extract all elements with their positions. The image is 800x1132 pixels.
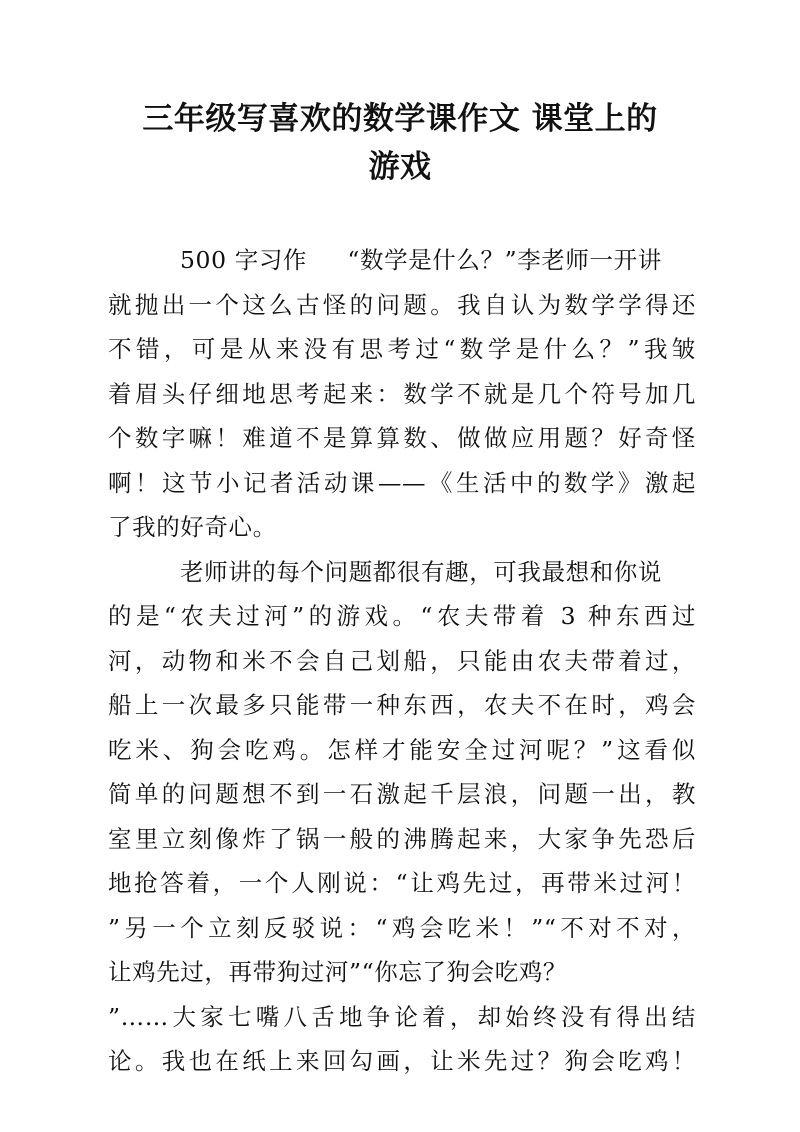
paragraph-2-line-8: 地抢答着，一个人刚说：“让鸡先过，再带米过河！	[108, 869, 696, 897]
paragraph-1-line-1: 500 字习作 “数学是什么？”李老师一开讲	[180, 246, 662, 274]
paragraph-2-line-6: 简单的问题想不到一石激起千层浪，问题一出，教	[108, 780, 696, 808]
paragraph-2-line-10: 让鸡先过，再带狗过河”“你忘了狗会吃鸡？	[108, 958, 568, 986]
paragraph-1-line-5: 个数字嘛！难道不是算算数、做做应用题？好奇怪	[108, 424, 696, 452]
paragraph-2-line-12: 论。我也在纸上来回勾画，让米先过？狗会吃鸡！	[108, 1047, 696, 1075]
paragraph-1-line-3: 不错，可是从来没有思考过“数学是什么？”我皱	[108, 335, 696, 363]
paragraph-1-line-4: 着眉头仔细地思考起来：数学不就是几个符号加几	[108, 379, 696, 408]
paragraph-2-line-3: 河，动物和米不会自己划船，只能由农夫带着过，	[108, 646, 696, 675]
paragraph-1-line-6: 啊！这节小记者活动课——《生活中的数学》激起	[108, 468, 696, 497]
paragraph-1-line-2: 就抛出一个这么古怪的问题。我自认为数学学得还	[108, 290, 696, 319]
paragraph-2-line-9: ”另一个立刻反驳说：“鸡会吃米！”“不对不对，	[108, 913, 696, 942]
document-title	[110, 95, 690, 191]
document-body	[108, 238, 696, 1084]
paragraph-2-line-11: ”……大家七嘴八舌地争论着，却始终没有得出结	[108, 1002, 696, 1031]
paragraph-2-line-1: 老师讲的每个问题都很有趣，可我最想和你说	[180, 557, 662, 586]
title-line-1: 三年级写喜欢的数学课作文 课堂上的	[142, 101, 658, 137]
paragraph-1-line-7: 了我的好奇心。	[108, 513, 277, 541]
paragraph-2-line-5: 吃米、狗会吃鸡。怎样才能安全过河呢？”这看似	[108, 735, 696, 764]
paragraph-2-line-4: 船上一次最多只能带一种东西，农夫不在时，鸡会	[108, 691, 696, 719]
title-line-2: 游戏	[368, 149, 432, 185]
paragraph-2-line-2: 的是“农夫过河”的游戏。“农夫带着 3 种东西过	[108, 602, 696, 630]
paragraph-2-line-7: 室里立刻像炸了锅一般的沸腾起来，大家争先恐后	[108, 824, 696, 853]
